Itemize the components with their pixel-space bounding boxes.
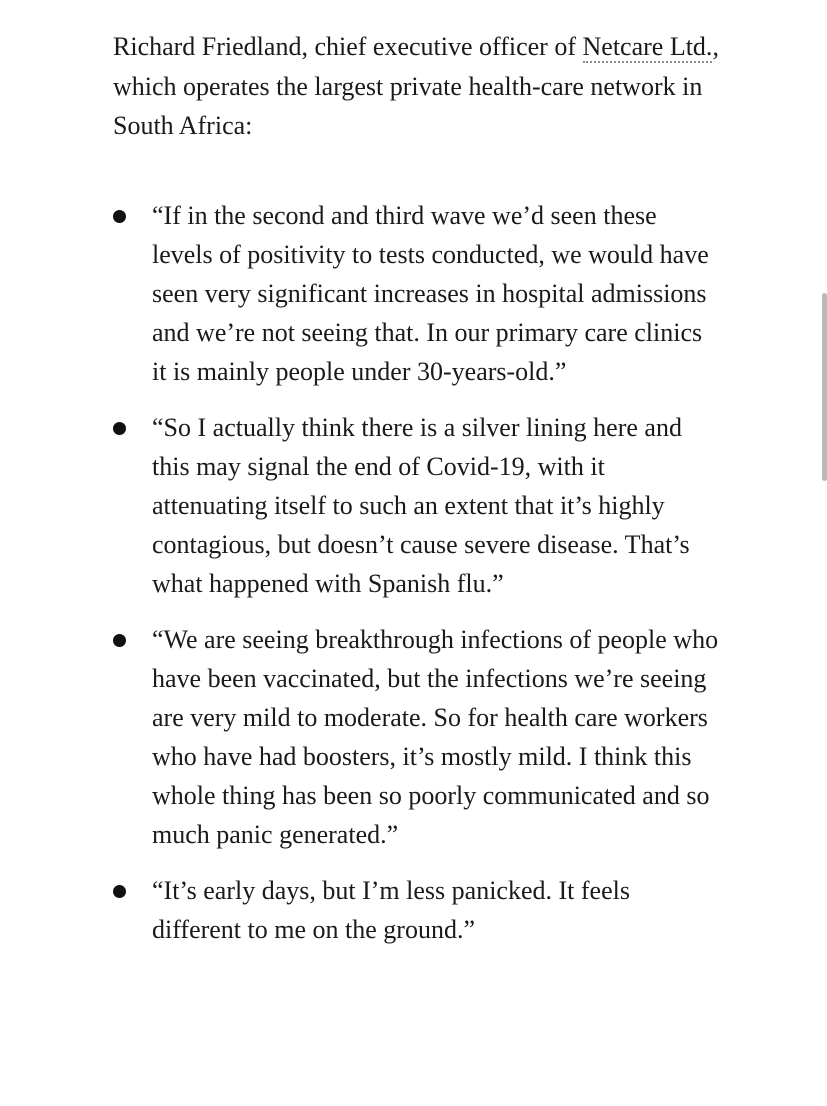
quote-item — [113, 196, 723, 391]
bullet-icon — [113, 210, 126, 223]
bullet-icon — [113, 634, 126, 647]
scrollbar-thumb[interactable] — [822, 293, 827, 481]
intro-paragraph — [113, 27, 723, 146]
bullet-icon — [113, 885, 126, 898]
quote-text: “If in the second and third wave we’d seen these levels of positivity to tests conducted, we would have seen very significant increases in hospital admissions and we’re not seeing that. In our primary care clinics it is mainly people under 30-years-old.” — [152, 200, 709, 386]
quote-list — [113, 196, 723, 949]
intro-text-before-link: Richard Friedland, chief executive officer of — [113, 32, 583, 61]
bullet-icon — [113, 422, 126, 435]
quote-text: “So I actually think there is a silver lining here and this may signal the end of Covid-19, with it attenuating itself to such an extent that it’s highly contagious, but doesn’t cause severe disease. That’s what happened with Spanish flu.” — [152, 412, 690, 598]
quote-item — [113, 408, 723, 603]
article-body — [113, 27, 723, 966]
quote-item — [113, 620, 723, 854]
quote-text: “It’s early days, but I’m less panicked. It feels different to me on the ground.” — [152, 875, 630, 944]
quote-item — [113, 871, 723, 949]
intro-text-after-link: , which operates the largest private health-care network in South Africa: — [113, 32, 719, 140]
quote-text: “We are seeing breakthrough infections of people who have been vaccinated, but the infections we’re seeing are very mild to moderate. So for health care workers who have had boosters, it’s mostly mild. I think this whole thing has been so poorly communicated and so much panic generated.” — [152, 624, 719, 849]
netcare-link[interactable]: Netcare Ltd. — [582, 32, 713, 61]
